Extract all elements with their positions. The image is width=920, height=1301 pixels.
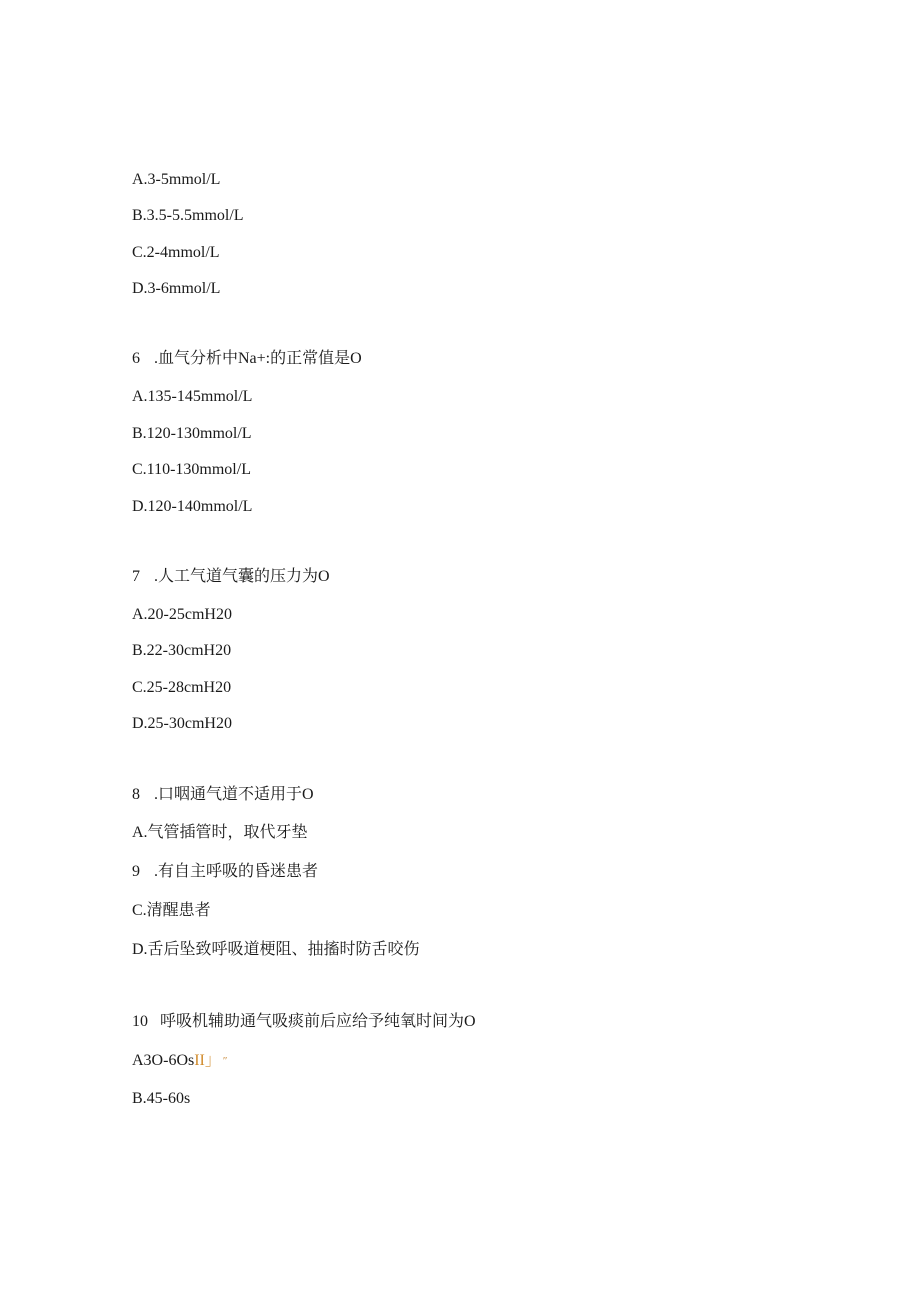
q7-option-a: A.20-25cmH20 <box>132 606 232 623</box>
q5-option-d: D.3-6mmol/L <box>132 280 221 297</box>
q7-option-d: D.25-30cmH20 <box>132 715 232 732</box>
q10-option-a-text: A3O-6Os <box>132 1052 195 1069</box>
q7-option-b: B.22-30cmH20 <box>132 642 232 659</box>
q9-text: .有自主呼吸的昏迷患者 <box>154 863 319 880</box>
q8-option-a: A.气管插管时，取代牙垫 <box>132 824 308 841</box>
q10-option-b: B.45-60s <box>132 1090 191 1107</box>
q10-option-a-mark2: ″ <box>222 1055 228 1067</box>
q5-option-b: B.3.5-5.5mmol/L <box>132 207 244 224</box>
q6-text: .血气分析中Na+:的正常值是O <box>154 350 362 367</box>
q7-number: 7 <box>132 568 140 585</box>
q6-option-d: D.120-140mmol/L <box>132 498 253 515</box>
q7-option-c: C.25-28cmH20 <box>132 679 232 696</box>
q7-text: .人工气道气囊的压力为O <box>154 568 330 585</box>
q9-option-c: C.清醒患者 <box>132 902 211 919</box>
q9-number: 9 <box>132 863 140 880</box>
q8-number: 8 <box>132 786 140 803</box>
q10-option-a <box>132 1051 227 1071</box>
q6-option-b: B.120-130mmol/L <box>132 425 252 442</box>
q10-stem <box>132 1012 476 1032</box>
q10-number: 10 <box>132 1013 148 1030</box>
q10-text: 呼吸机辅助通气吸痰前后应给予纯氧时间为O <box>160 1013 476 1030</box>
q9-option-d: D.舌后坠致呼吸道梗阻、抽搐时防舌咬伤 <box>132 941 420 958</box>
q8-stem <box>132 785 314 805</box>
q6-number: 6 <box>132 350 140 367</box>
q5-option-a: A.3-5mmol/L <box>132 171 221 188</box>
q7-stem <box>132 567 330 587</box>
q9-stem <box>132 862 318 882</box>
q5-option-c: C.2-4mmol/L <box>132 244 220 261</box>
q8-text: .口咽通气道不适用于O <box>154 786 314 803</box>
q6-option-a: A.135-145mmol/L <box>132 388 253 405</box>
q10-option-a-mark: II」 <box>194 1052 221 1069</box>
q6-stem <box>132 349 362 369</box>
q6-option-c: C.110-130mmol/L <box>132 461 251 478</box>
